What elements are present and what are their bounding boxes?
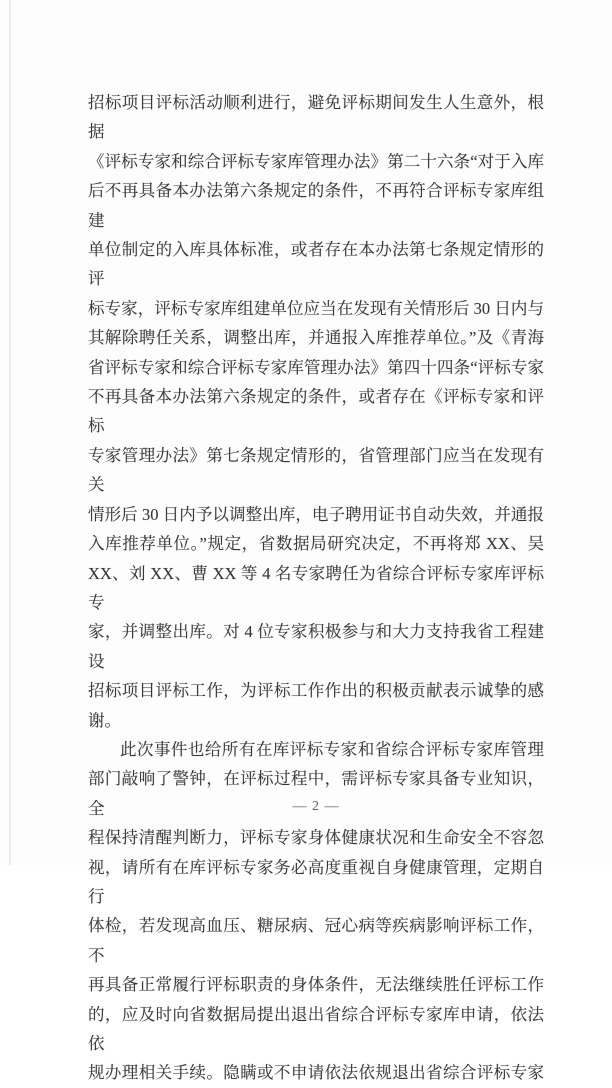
page-number: — 2 — <box>292 799 340 814</box>
text-line: 规办理相关手续。隐瞒或不申请依法依规退出省综合评标专家 <box>88 1063 544 1083</box>
text-line: 家，并调整出库。对 4 位专家积极参与和大力支持我省工程建设 <box>88 622 544 671</box>
text-line: 的，应及时向省数据局提出退出省综合评标专家库申请，依法依 <box>88 1004 544 1053</box>
text-line: 谢。 <box>88 710 121 730</box>
text-line: 标专家，评标专家库组建单位应当在发现有关情形后 30 日内与 <box>88 298 544 318</box>
text-line: 省评标专家和综合评标专家库管理办法》第四十四条“评标专家 <box>88 357 544 377</box>
text-line: 此次事件也给所有在库评标专家和省综合评标专家库管理 <box>120 739 544 759</box>
paragraph <box>88 88 544 735</box>
text-line: 《评标专家和综合评标专家库管理办法》第二十六条“对于入库 <box>88 151 544 171</box>
text-line: XX、刘 XX、曹 XX 等 4 名专家聘任为省综合评标专家库评标专 <box>88 563 544 612</box>
text-line: 专家管理办法》第七条规定情形的，省管理部门应当在发现有关 <box>88 445 544 495</box>
text-line: 体检，若发现高血压、糖尿病、冠心病等疾病影响评标工作，不 <box>88 916 544 965</box>
paragraph <box>88 735 544 1088</box>
text-line: 招标项目评标活动顺利进行，避免评标期间发生人生意外，根据 <box>88 93 544 142</box>
text-line: 招标项目评标工作，为评标工作作出的积极贡献表示诚挚的感 <box>88 681 544 701</box>
text-line: 再具备正常履行评标职责的身体条件，无法继续胜任评标工作 <box>88 975 544 995</box>
text-line: 部门敲响了警钟，在评标过程中，需评标专家具备专业知识，全 <box>88 769 544 818</box>
scan-edge-line <box>9 0 11 865</box>
text-line: 程保持清醒判断力，评标专家身体健康状况和生命安全不容忽 <box>88 828 544 848</box>
text-line: 后不再具备本办法第六条规定的条件，不再符合评标专家库组建 <box>88 181 544 230</box>
text-line: 视，请所有在库评标专家务必高度重视自身健康管理，定期自行 <box>88 857 544 906</box>
text-line: 不再具备本办法第六条规定的条件，或者存在《评标专家和评标 <box>88 387 544 436</box>
text-block <box>88 88 544 1088</box>
text-line: 入库推荐单位。”规定，省数据局研究决定，不再将郑 XX、吴 <box>88 534 544 554</box>
text-line: 单位制定的入库具体标准，或者存在本办法第七条规定情形的评 <box>88 240 544 289</box>
text-line: 其解除聘任关系，调整出库，并通报入库推荐单位。”及《青海 <box>88 328 544 348</box>
text-line: 情形后 30 日内予以调整出库，电子聘用证书自动失效，并通报 <box>88 504 544 524</box>
